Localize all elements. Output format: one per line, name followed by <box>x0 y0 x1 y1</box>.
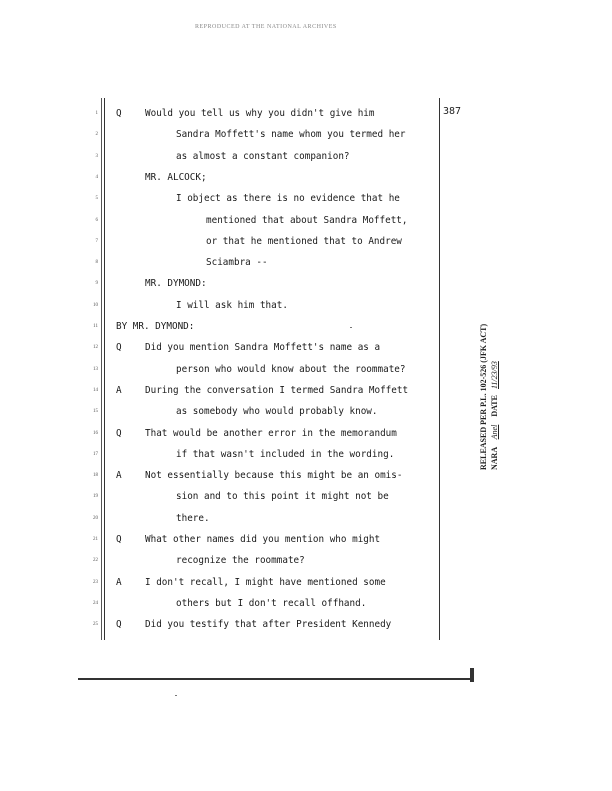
transcript-line <box>0 487 612 507</box>
transcript-line <box>0 253 612 273</box>
line-text: Did you testify that after President Kennedy <box>145 619 392 631</box>
line-number: 11 <box>93 324 98 329</box>
line-text: Would you tell us why you didn't give him <box>145 108 375 119</box>
transcript-line <box>0 509 612 529</box>
line-number: 16 <box>93 430 98 436</box>
line-number: 15 <box>93 409 98 415</box>
line-number: 18 <box>93 473 98 479</box>
line-text: What other names did you mention who might <box>145 534 381 545</box>
speaker-label: Q <box>116 427 122 439</box>
transcript-line <box>0 147 612 167</box>
transcript-line <box>0 189 612 209</box>
line-number: 24 <box>93 600 98 606</box>
speaker-label: Q <box>116 619 122 631</box>
line-text: person who would know about the roommate? <box>176 363 406 375</box>
scan-speck <box>175 695 177 696</box>
speaker-label: Q <box>116 534 122 545</box>
line-text: BY MR. DYMOND: <box>116 321 195 332</box>
stamp-initials: Anel <box>490 424 499 440</box>
line-text: if that wasn't included in the wording. <box>176 448 395 460</box>
line-number: 9 <box>95 281 98 287</box>
transcript-line <box>0 168 612 188</box>
line-number: 14 <box>93 387 98 393</box>
line-text: or that he mentioned that to Andrew <box>206 235 402 247</box>
line-number: 8 <box>95 260 98 266</box>
line-text: others but I don't recall offhand. <box>176 597 367 609</box>
line-text: recognize the roommate? <box>176 555 305 567</box>
line-text: Sandra Moffett's name whom you termed her <box>176 129 406 141</box>
line-number: 20 <box>93 515 98 521</box>
speaker-label: A <box>116 470 122 482</box>
line-text: MR. ALCOCK; <box>145 171 207 183</box>
line-number: 25 <box>93 622 98 628</box>
transcript-line <box>0 615 612 635</box>
line-text: Not essentially because this might be an omis- <box>145 470 403 482</box>
line-number: 12 <box>93 345 98 351</box>
line-text: That would be another error in the memorandum <box>145 427 397 439</box>
transcript-line <box>0 104 612 124</box>
line-number: 21 <box>93 537 98 542</box>
line-text: Did you mention Sandra Moffett's name as a <box>145 342 381 354</box>
stamp-nara-line <box>489 280 500 470</box>
line-number: 22 <box>93 558 98 564</box>
line-number: 19 <box>93 494 98 500</box>
stamp-date: 11/23/93 <box>490 361 499 390</box>
line-text: During the conversation I termed Sandra Moffett <box>145 384 409 396</box>
line-number: 2 <box>95 132 98 138</box>
line-number: 5 <box>95 196 98 202</box>
line-text: as somebody who would probably know. <box>176 406 378 418</box>
line-text: there. <box>176 512 210 524</box>
line-number: 13 <box>93 366 98 372</box>
stamp-date-label: DATE <box>490 395 499 417</box>
archive-header: REPRODUCED AT THE NATIONAL ARCHIVES <box>195 24 337 30</box>
transcript-line <box>0 594 612 614</box>
line-number: 23 <box>93 579 98 585</box>
line-text: Sciambra -- <box>206 257 268 269</box>
transcript-line <box>0 211 612 231</box>
line-text: MR. DYMOND: <box>145 278 207 290</box>
transcript-line <box>0 530 612 550</box>
line-number: 4 <box>95 174 98 180</box>
transcript-line <box>0 551 612 571</box>
stamp-nara-label: NARA <box>490 447 499 470</box>
speaker-label: A <box>116 384 122 396</box>
transcript-line <box>0 125 612 145</box>
line-number: 17 <box>93 451 98 457</box>
line-number: 6 <box>95 217 98 223</box>
speaker-label: Q <box>116 108 122 119</box>
speaker-label: A <box>116 576 122 588</box>
stamp-release-line: RELEASED PER P.L. 102-526 (JFK ACT) <box>479 323 488 470</box>
transcript-line <box>0 232 612 252</box>
line-number: 7 <box>95 238 98 244</box>
bottom-rule <box>78 678 474 680</box>
transcript-line <box>0 573 612 593</box>
line-text: sion and to this point it might not be <box>176 491 389 503</box>
release-stamp <box>478 280 542 470</box>
line-text: mentioned that about Sandra Moffett, <box>206 214 408 226</box>
line-text: I will ask him that. <box>176 299 288 311</box>
line-text: I don't recall, I might have mentioned some <box>145 576 386 588</box>
speaker-label: Q <box>116 342 122 354</box>
line-text: as almost a constant companion? <box>176 150 350 162</box>
line-number: 3 <box>95 153 98 159</box>
line-number: 10 <box>93 302 98 308</box>
bottom-rule-tick <box>470 668 474 682</box>
page-number: 387 <box>443 106 462 117</box>
line-number: 1 <box>95 111 98 116</box>
scan-speck <box>350 327 352 328</box>
line-text: I object as there is no evidence that he <box>176 193 400 205</box>
